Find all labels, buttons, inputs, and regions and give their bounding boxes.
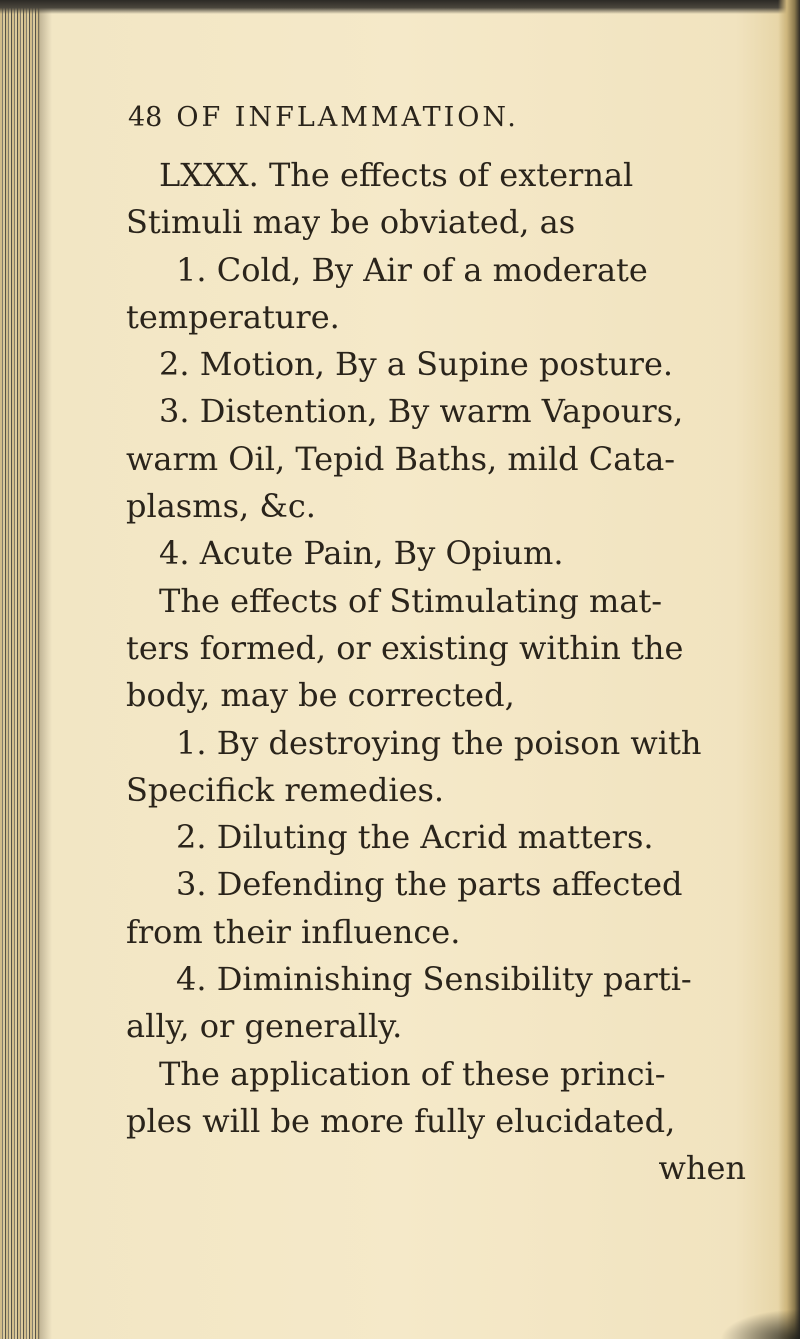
text-line: warm Oil, Tepid Baths, mild Cata-	[126, 439, 676, 478]
text-line: The effects of Stimulating mat-	[159, 581, 663, 620]
right-page-edge	[778, 0, 800, 1339]
text-line: ples will be more fully elucidated,	[126, 1101, 676, 1140]
text-line: 2. Diluting the Acrid matters.	[176, 818, 654, 857]
text-line: 2. Motion, By a Supine posture.	[159, 345, 674, 384]
gutter-shadow	[38, 0, 52, 1339]
text-line: Specifick remedies.	[126, 770, 445, 809]
corner-shadow	[720, 1309, 800, 1339]
text-line: plasms, &c.	[126, 487, 316, 526]
text-line: 4. Diminishing Sensibility parti-	[176, 960, 692, 999]
book-binding	[0, 0, 40, 1339]
text-line: 1. By destroying the poison with	[176, 723, 702, 762]
text-line: body, may be corrected,	[126, 676, 515, 715]
text-line: from their influence.	[126, 912, 461, 951]
text-line: temperature.	[126, 297, 340, 336]
text-line: The application of these princi-	[159, 1054, 666, 1093]
text-line: LXXX. The effects of external	[159, 156, 634, 194]
text-line: ally, or generally.	[126, 1007, 403, 1046]
text-line: 4. Acute Pain, By Opium.	[159, 534, 564, 573]
running-title: OF INFLAMMATION.	[176, 102, 519, 133]
running-header	[128, 102, 519, 133]
text-line: Stimuli may be obviated, as	[126, 203, 576, 242]
text-line: 3. Defending the parts affected	[176, 865, 683, 904]
catchword: when	[658, 1149, 746, 1188]
body-text	[126, 152, 746, 1193]
text-line: ters formed, or existing within the	[126, 628, 684, 667]
page-number: 48	[128, 102, 163, 133]
text-line: 3. Distention, By warm Vapours,	[159, 392, 684, 431]
top-page-edge	[0, 0, 800, 14]
text-line: 1. Cold, By Air of a moderate	[176, 250, 648, 289]
